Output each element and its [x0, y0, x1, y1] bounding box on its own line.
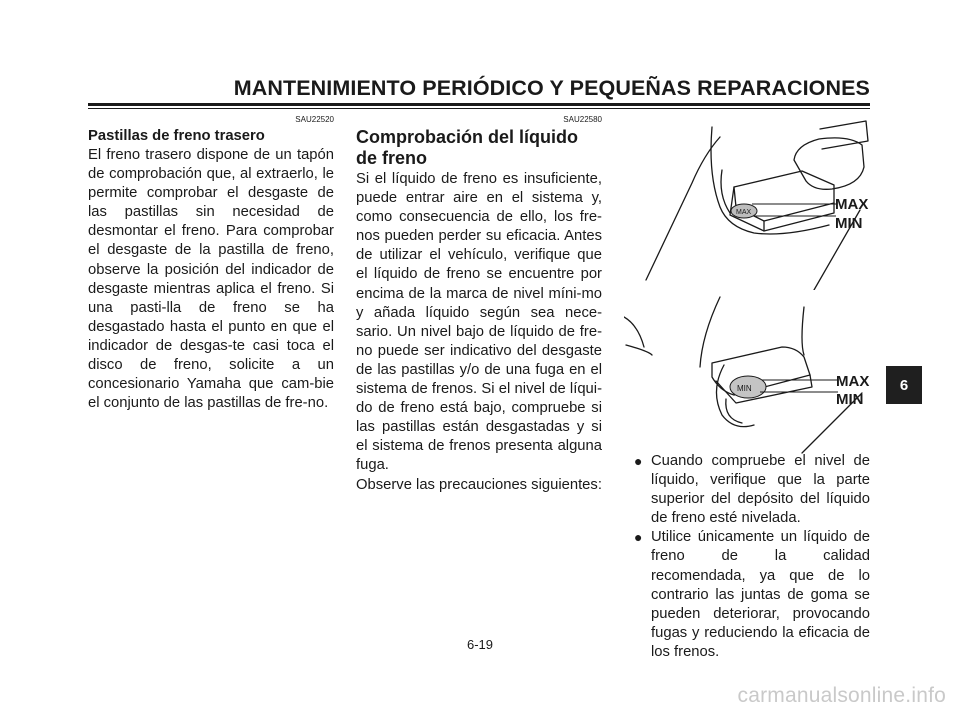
section-code: SAU22580 — [563, 115, 602, 124]
window-text: MAX — [736, 209, 752, 216]
list-item-text: Cuando compruebe el nivel de líquido, verifique que la parte superior del depósito del líquido de freno esté nivelada. — [651, 453, 870, 527]
section-body: Si el líquido de freno es insuficiente, puede entrar aire en el sistema y, como consecuencia de ello, los fre-nos pueden perder su eficacia. Antes de utilizar el vehículo, verifique que el líquido de freno se encuentre por encima de la marca de nivel míni-mo y añada líquido según sea nece-sario. Un nivel bajo de líquido de fre-no puede ser indicativo del desgaste de las pastillas y/o de una fuga en el sistema de frenos. Si el nivel de líqui-do de freno está bajo, compruebe si las pastillas están desgastadas y si el sistema de frenos presenta alguna fuga. — [356, 171, 602, 474]
chapter-tab: 6 — [886, 366, 922, 404]
header-rule-thin — [88, 108, 870, 109]
bullet-icon: ● — [634, 529, 643, 546]
max-label: MAX — [836, 373, 870, 390]
level-window-bottom — [730, 376, 766, 398]
section-heading: Pastillas de freno trasero — [88, 128, 265, 144]
min-label: MIN — [835, 215, 863, 232]
left-column — [88, 115, 334, 413]
level-window-top — [731, 204, 757, 218]
max-label: MAX — [835, 196, 869, 213]
reservoir-figure-bottom — [624, 295, 874, 455]
middle-column — [356, 115, 602, 495]
header-rule-thick — [88, 103, 870, 106]
precautions-list-column — [633, 452, 870, 662]
list-item-text: Utilice únicamente un líquido de freno de la calidad recomendada, ya que de lo contrario las juntas de goma se pueden deteriorar, provocando fugas y reduciendo la eficacia de los frenos. — [651, 529, 870, 660]
page-number: 6-19 — [466, 637, 494, 652]
bullet-icon: ● — [634, 453, 643, 469]
list-item — [633, 452, 870, 528]
section-code: SAU22520 — [295, 115, 334, 124]
window-text: MIN — [737, 384, 752, 393]
precautions-intro: Observe las precauciones siguientes: — [356, 476, 602, 493]
reservoir-figure-top — [624, 115, 874, 290]
precautions-list — [633, 452, 870, 662]
watermark: carmanualsonline.info — [737, 684, 946, 707]
page-header-title: MANTENIMIENTO PERIÓDICO Y PEQUEÑAS REPARACIONES — [233, 76, 870, 100]
section-body: El freno trasero dispone de un tapón de comprobación que, al extraerlo, le permite comprobar el desgaste de las pastillas sin necesidad de desmontar el freno. Para comprobar el desgaste de la pastilla de freno, observe la posición del indicador de desgaste mientras aplica el freno. Si una pasti-lla de freno se ha desgastado hasta el punto en que el indicador de desgas-te casi toca el disco de freno, solicite a un concesionario Yamaha que cam-bie el conjunto de las pastillas de fre-no. — [88, 147, 334, 412]
section-heading: Comprobación del líquido de freno — [356, 127, 578, 168]
min-label: MIN — [836, 391, 864, 408]
